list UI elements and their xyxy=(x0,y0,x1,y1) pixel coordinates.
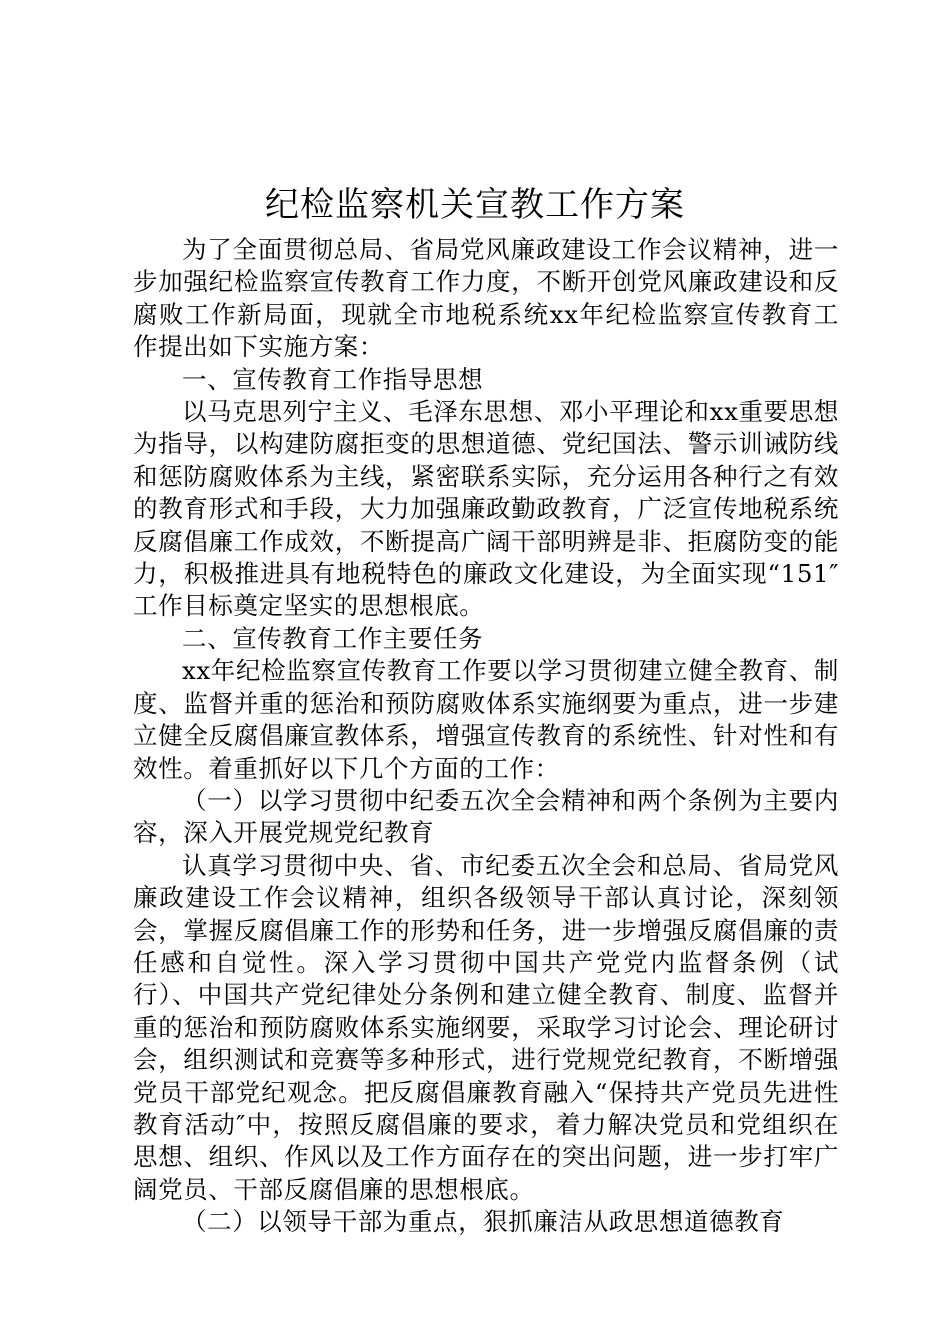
heading-guiding-thought: 一、宣传教育工作指导思想 xyxy=(182,364,484,394)
heading-main-tasks: 二、宣传教育工作主要任务 xyxy=(182,623,484,653)
document-body xyxy=(133,234,839,1239)
subheading-party-discipline: （一）以学习贯彻中纪委五次全会精神和两个条例为主要内容，深入开展党规党纪教育 xyxy=(133,785,839,848)
paragraph-guiding-thought: 以马克思列宁主义、毛泽东思想、邓小平理论和xx重要思想为指导，以构建防腐拒变的思想道德、党纪国法、警示训诫防线和惩防腐败体系为主线，紧密联系实际，充分运用各种行之有效的教育形式和手段，大力加强廉政勤政教育，广泛宣传地税系统反腐倡廉工作成效，不断提高广阔干部明辨是非、拒腐防变的能力，积极推进具有地税特色的廉政文化建设，为全面实现“151″工作目标奠定坚实的思想根底。 xyxy=(133,397,839,621)
document-title: 纪检监察机关宣教工作方案 xyxy=(265,185,685,225)
paragraph-party-discipline: 认真学习贯彻中央、省、市纪委五次全会和总局、省局党风廉政建设工作会议精神，组织各级领导干部认真讨论，深刻领会，掌握反腐倡廉工作的形势和任务，进一步增强反腐倡廉的责任感和自觉性。深入学习贯彻中国共产党党内监督条例（试行）、中国共产党纪律处分条例和建立健全教育、制度、监督并重的惩治和预防腐败体系实施纲要，采取学习讨论会、理论研讨会，组织测试和竞赛等多种形式，进行党规党纪教育，不断增强党员干部党纪观念。把反腐倡廉教育融入“保持共产党员先进性教育活动″中，按照反腐倡廉的要求，着力解决党员和党组织在思想、组织、作风以及工作方面存在的突出问题，进一步打牢广阔党员、干部反腐倡廉的思想根底。 xyxy=(133,850,839,1204)
paragraph-main-tasks: xx年纪检监察宣传教育工作要以学习贯彻建立健全教育、制度、监督并重的惩治和预防腐败体系实施纲要为重点，进一步建立健全反腐倡廉宣教体系，增强宣传教育的系统性、针对性和有效性。着重抓好以下几个方面的工作： xyxy=(133,656,839,783)
subheading-leading-cadres: （二）以领导干部为重点，狠抓廉洁从政思想道德教育 xyxy=(182,1207,785,1237)
paragraph-intro: 为了全面贯彻总局、省局党风廉政建设工作会议精神，进一步加强纪检监察宣传教育工作力度，不断开创党风廉政建设和反腐败工作新局面，现就全市地税系统xx年纪检监察宣传教育工作提出如下实施方案： xyxy=(133,235,839,362)
